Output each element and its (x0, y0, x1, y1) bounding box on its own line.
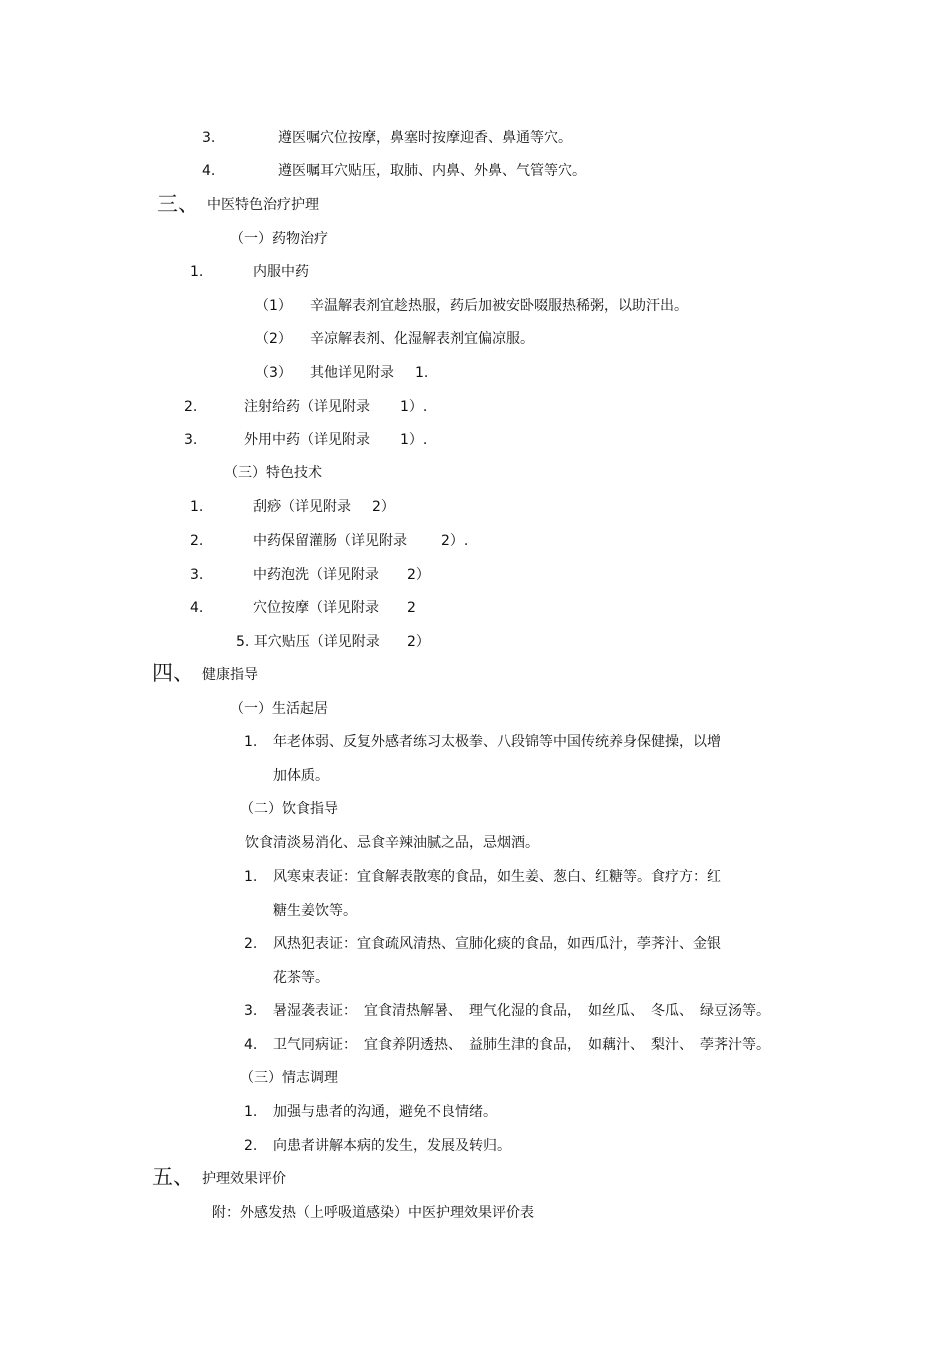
item-number: 3. (184, 432, 198, 448)
item-text: 外用中药（详见附录 (244, 432, 370, 448)
section-number: 四、 (152, 661, 194, 685)
item-number: 1. (244, 734, 258, 750)
item-text: 刮痧（详见附录 (253, 499, 351, 515)
item-text: 注射给药（详见附录 (244, 399, 370, 415)
appendix-ref: 2 (407, 600, 416, 616)
appendix-ref: 2）. (441, 533, 469, 549)
appendix-ref: 1）. (400, 399, 428, 415)
item-text: 加强与患者的沟通，避免不良情绪。 (273, 1104, 497, 1120)
item-number: 3. (190, 567, 204, 583)
subsection-title: （一）药物治疗 (230, 231, 328, 247)
item-text: 暑湿袭表证： 宜食清热解暑、 理气化湿的食品， 如丝瓜、 冬瓜、 绿豆汤等。 (273, 1003, 770, 1019)
item-number: 2. (184, 399, 198, 415)
item-number: （2） (255, 331, 292, 347)
section-number: 三、 (157, 192, 199, 216)
item-number: 2. (190, 533, 204, 549)
item-text: 卫气同病证： 宜食养阴透热、 益肺生津的食品， 如藕汁、 梨汁、 荸荠汁等。 (273, 1037, 770, 1053)
item-text: 辛凉解表剂、化湿解表剂宜偏凉服。 (310, 331, 534, 347)
item-text: 中药保留灌肠（详见附录 (253, 533, 407, 549)
subsection-title: （三）特色技术 (224, 465, 322, 481)
item-text: 中药泡洗（详见附录 (253, 567, 379, 583)
item-text-continued: 糖生姜饮等。 (273, 903, 357, 919)
item-number: （1） (255, 298, 292, 314)
subsection-title: （一）生活起居 (230, 701, 328, 717)
item-text: 遵医嘱穴位按摩，鼻塞时按摩迎香、鼻通等穴。 (278, 130, 572, 146)
section-title: 护理效果评价 (202, 1171, 286, 1187)
item-number: 4. (244, 1037, 258, 1053)
item-number: （3） (255, 365, 292, 381)
appendix-ref: 1. (415, 365, 429, 381)
appendix-note: 附：外感发热（上呼吸道感染）中医护理效果评价表 (212, 1205, 534, 1221)
section-title: 中医特色治疗护理 (207, 197, 319, 213)
item-text: 向患者讲解本病的发生，发展及转归。 (273, 1138, 511, 1154)
item-number: 2. (244, 1138, 258, 1154)
item-number: 3. (244, 1003, 258, 1019)
item-number: 1. (190, 264, 204, 280)
item-text-continued: 加体质。 (273, 768, 329, 784)
appendix-ref: 1）. (400, 432, 428, 448)
item-text: 5. 耳穴贴压（详见附录 (236, 634, 380, 650)
appendix-ref: 2） (407, 567, 430, 583)
section-number: 五、 (152, 1165, 194, 1189)
item-text: 遵医嘱耳穴贴压，取肺、内鼻、外鼻、气管等穴。 (278, 163, 586, 179)
item-text: 其他详见附录 (310, 365, 394, 381)
item-number: 4. (202, 163, 216, 179)
item-number: 4. (190, 600, 204, 616)
paragraph: 饮食清淡易消化、忌食辛辣油腻之品，忌烟酒。 (245, 835, 539, 851)
item-number: 2. (244, 936, 258, 952)
subsection-title: （三）情志调理 (240, 1070, 338, 1086)
item-number: 1. (190, 499, 204, 515)
item-text: 年老体弱、反复外感者练习太极拳、八段锦等中国传统养身保健操，以增 (273, 734, 721, 750)
item-number: 3. (202, 130, 216, 146)
subsection-title: （二）饮食指导 (240, 801, 338, 817)
item-number: 1. (244, 1104, 258, 1120)
item-text: 风热犯表证：宜食疏风清热、宣肺化痰的食品，如西瓜汁，荸荠汁、金银 (273, 936, 721, 952)
item-text: 穴位按摩（详见附录 (253, 600, 379, 616)
section-title: 健康指导 (202, 667, 258, 683)
appendix-ref: 2） (407, 634, 430, 650)
item-text-continued: 花茶等。 (273, 970, 329, 986)
appendix-ref: 2） (372, 499, 395, 515)
item-number: 1. (244, 869, 258, 885)
item-text: 辛温解表剂宜趁热服，药后加被安卧啜服热稀粥，以助汗出。 (310, 298, 688, 314)
item-text: 风寒束表证：宜食解表散寒的食品，如生姜、葱白、红糖等。食疗方：红 (273, 869, 721, 885)
item-text: 内服中药 (253, 264, 309, 280)
